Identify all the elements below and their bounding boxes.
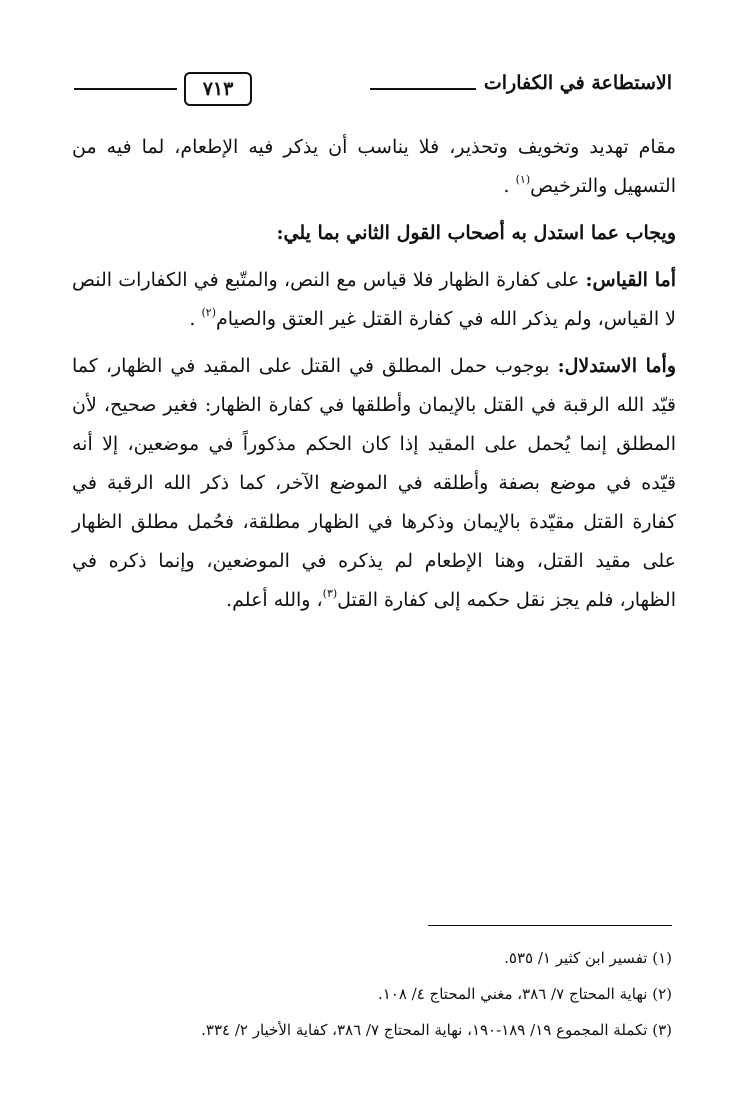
footnote-ref[interactable]: (٣)	[322, 587, 338, 600]
paragraph-text: على كفارة الظهار فلا قياس مع النص، والمتّبع في الكفارات النص لا القياس، ولم يذكر الله في كفارة القتل غير العتق والصيام	[72, 269, 676, 330]
paragraph-label: أما القياس:	[585, 269, 676, 291]
footnote-separator	[428, 925, 672, 926]
paragraph-3	[72, 261, 676, 339]
page-number: ٧١٣	[184, 72, 252, 106]
paragraph-text: مقام تهديد وتخويف وتحذير، فلا يناسب أن يذكر فيه الإطعام، لما فيه من التسهيل والترخيص	[72, 136, 676, 197]
paragraph-1	[72, 128, 676, 206]
footnotes	[72, 940, 672, 1048]
header-rule-left	[74, 88, 177, 90]
paragraph-text: بوجوب حمل المطلق في القتل على المقيد في الظهار، كما قيّد الله الرقبة في القتل بالإيمان وأطلقها في كفارة الظهار: فغير صحيح، لأن المطلق إنما يُحمل على المقيد إذا كان الحكم مذكوراً في موضعين، إلا أنه قيّده في موضع بصفة وأطلقه في الموضع الآخر، كما ذكر الله الرقبة في كفارة القتل مقيّدة بالإيمان وذكرها في الظهار مطلقة، فحُمل مطلق الظهار على مقيد القتل، وهنا الإطعام لم يذكره في الموضعين، وإنما ذكره في الظهار، فلم يجز نقل حكمه إلى كفارة القتل	[72, 355, 676, 611]
page-header	[74, 72, 672, 108]
paragraph-end: .	[503, 175, 510, 197]
footnote-3: (٣) تكملة المجموع ١٩/ ١٨٩-١٩٠، نهاية المحتاج ٧/ ٣٨٦، كفاية الأخيار ٢/ ٣٣٤.	[201, 1021, 672, 1039]
footnote-2: (٢) نهاية المحتاج ٧/ ٣٨٦، مغني المحتاج ٤/ ١٠٨.	[377, 985, 672, 1003]
main-text	[72, 128, 676, 628]
paragraph-heading: ويجاب عما استدل به أصحاب القول الثاني بما يلي:	[276, 222, 676, 244]
paragraph-end: ، والله أعلم.	[226, 589, 323, 611]
running-title: الاستطاعة في الكفارات	[483, 72, 672, 94]
footnote-ref[interactable]: (١)	[515, 173, 531, 186]
paragraph-label: وأما الاستدلال:	[557, 355, 677, 377]
paragraph-2	[72, 214, 676, 253]
footnote-ref[interactable]: (٢)	[201, 306, 217, 319]
header-rule	[370, 88, 476, 90]
paragraph-4	[72, 347, 676, 620]
paragraph-end: .	[189, 308, 196, 330]
footnote-1: (١) تفسير ابن كثير ١/ ٥٣٥.	[504, 949, 672, 967]
